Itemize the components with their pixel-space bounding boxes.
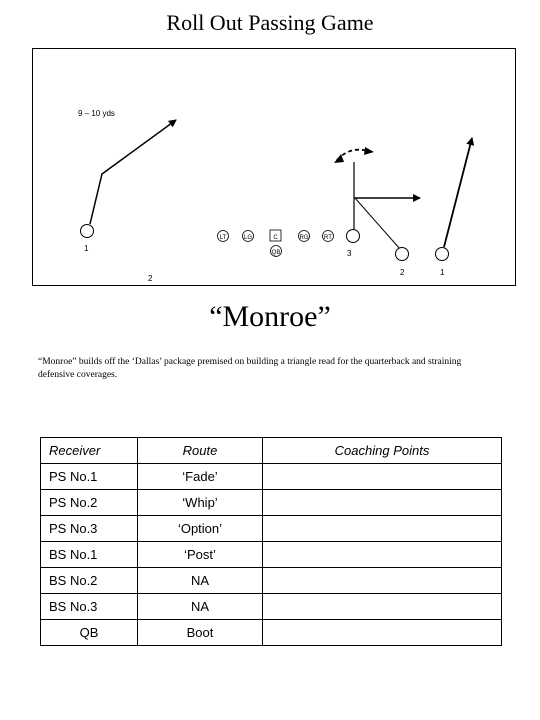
lineman-c-label: C	[273, 235, 278, 241]
bs1-label: 1	[84, 244, 89, 253]
ps3-receiver	[347, 230, 360, 243]
bs1-receiver	[81, 225, 94, 238]
page-title: Roll Out Passing Game	[166, 10, 374, 35]
ps2-label: 2	[400, 268, 405, 277]
header-receiver: Receiver	[41, 438, 138, 464]
header-coaching-points: Coaching Points	[263, 438, 502, 464]
route-cell: ‘Fade’	[138, 464, 263, 490]
receiver-cell: BS No.3	[41, 594, 138, 620]
route-cell: NA	[138, 568, 263, 594]
table-row	[41, 464, 502, 490]
route-cell: ‘Whip’	[138, 490, 263, 516]
table-row	[41, 568, 502, 594]
table-row	[41, 594, 502, 620]
table-row	[41, 620, 502, 646]
ps2-route	[355, 198, 400, 249]
coaching-cell	[263, 516, 502, 542]
table-row	[41, 542, 502, 568]
route-cell: ‘Post’	[138, 542, 263, 568]
table-header-row	[41, 438, 502, 464]
routes-table	[40, 437, 502, 646]
coaching-cell	[263, 594, 502, 620]
play-description: “Monroe” builds off the ‘Dallas’ package premised on building a triangle read for the quarterback and straining defensive coverages.	[38, 357, 462, 380]
receiver-cell: PS No.2	[41, 490, 138, 516]
play-diagram-svg	[0, 0, 540, 300]
receiver-cell: BS No.2	[41, 568, 138, 594]
qb-label: QB	[271, 250, 281, 256]
bs2-label: 2	[148, 274, 153, 283]
ps1-route	[444, 138, 472, 247]
coaching-cell	[263, 568, 502, 594]
receiver-cell: BS No.1	[41, 542, 138, 568]
bs1-route	[90, 120, 176, 224]
coaching-cell	[263, 542, 502, 568]
receiver-cell: PS No.1	[41, 464, 138, 490]
coaching-cell	[263, 620, 502, 646]
receiver-cell: QB	[41, 620, 138, 646]
route-cell: ‘Option’	[138, 516, 263, 542]
lineman-rg-label: RG	[299, 235, 309, 241]
ps3-label: 3	[347, 249, 352, 258]
receiver-cell: PS No.3	[41, 516, 138, 542]
ps1-label: 1	[440, 268, 445, 277]
coaching-cell	[263, 490, 502, 516]
route-cell: Boot	[138, 620, 263, 646]
ps1-receiver	[436, 248, 449, 261]
table-row	[41, 490, 502, 516]
lineman-rt-label: RT	[324, 235, 332, 241]
coaching-cell	[263, 464, 502, 490]
table-row	[41, 516, 502, 542]
play-name: “Monroe”	[209, 300, 331, 333]
route-cell: NA	[138, 594, 263, 620]
ps3-option-arrow-right	[364, 147, 374, 155]
lineman-lg-label: LG	[243, 235, 253, 241]
ps2-receiver	[396, 248, 409, 261]
distance-label: 9 – 10 yds	[78, 109, 115, 118]
lineman-lt-label: LT	[219, 235, 227, 241]
header-route: Route	[138, 438, 263, 464]
